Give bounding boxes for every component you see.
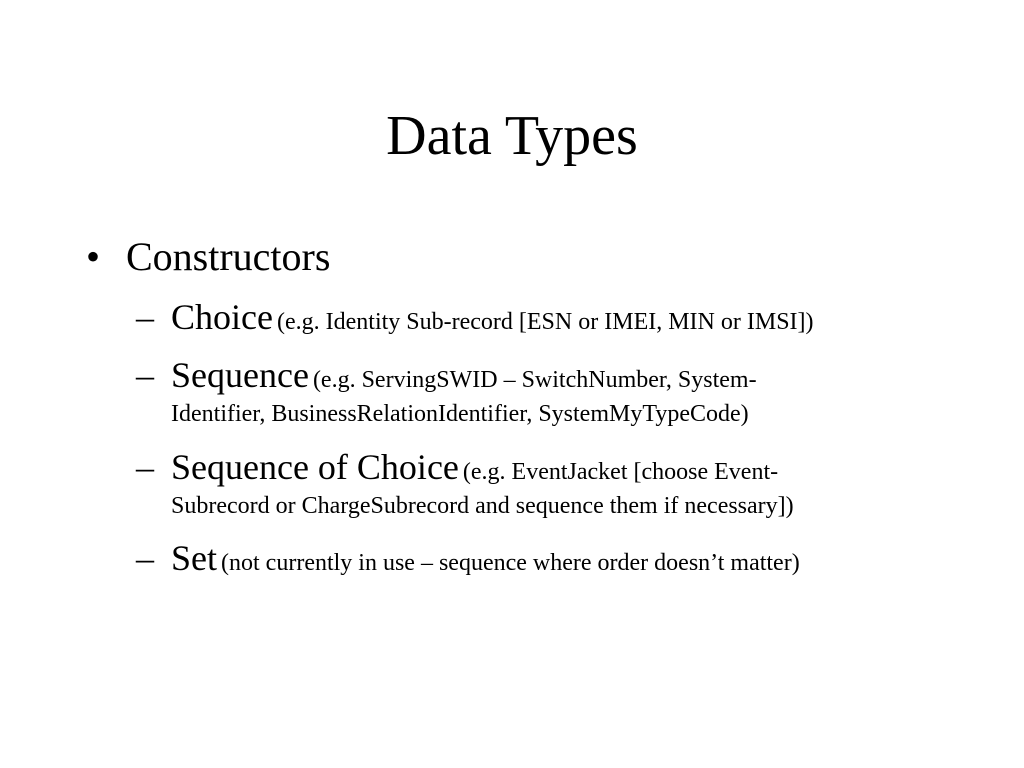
dash-marker: – <box>136 297 154 337</box>
dash-marker: – <box>136 538 154 578</box>
bullet-constructors <box>86 232 330 282</box>
sub-item-detail: (e.g. Identity Sub-record [ESN or IMEI, MIN or IMSI]) <box>276 309 814 335</box>
sub-item-term: Set <box>171 538 218 578</box>
sub-item-detail: (e.g. EventJacket [choose Event- <box>462 459 779 485</box>
slide-title: Data Types <box>386 105 638 167</box>
sub-item-detail: (e.g. ServingSWID – SwitchNumber, System- <box>312 367 757 393</box>
bullet-marker: • <box>86 234 101 279</box>
sub-item-term: Choice <box>171 297 273 337</box>
sub-item-term: Sequence of Choice <box>171 447 459 487</box>
sub-item-choice <box>136 296 936 339</box>
sub-item-sequence <box>136 354 936 431</box>
sub-item-continuation: Subrecord or ChargeSubrecord and sequence them if necessary]) <box>171 493 794 519</box>
sub-item-detail: (not currently in use – sequence where order doesn’t matter) <box>221 550 800 576</box>
bullet-text: Constructors <box>126 234 331 279</box>
sub-item-set <box>136 537 936 580</box>
dash-marker: – <box>136 447 154 487</box>
dash-marker: – <box>136 355 154 395</box>
sub-item-term: Sequence <box>171 355 309 395</box>
sub-item-sequence-of-choice <box>136 446 936 523</box>
sub-item-continuation: Identifier, BusinessRelationIdentifier, SystemMyTypeCode) <box>171 401 749 427</box>
